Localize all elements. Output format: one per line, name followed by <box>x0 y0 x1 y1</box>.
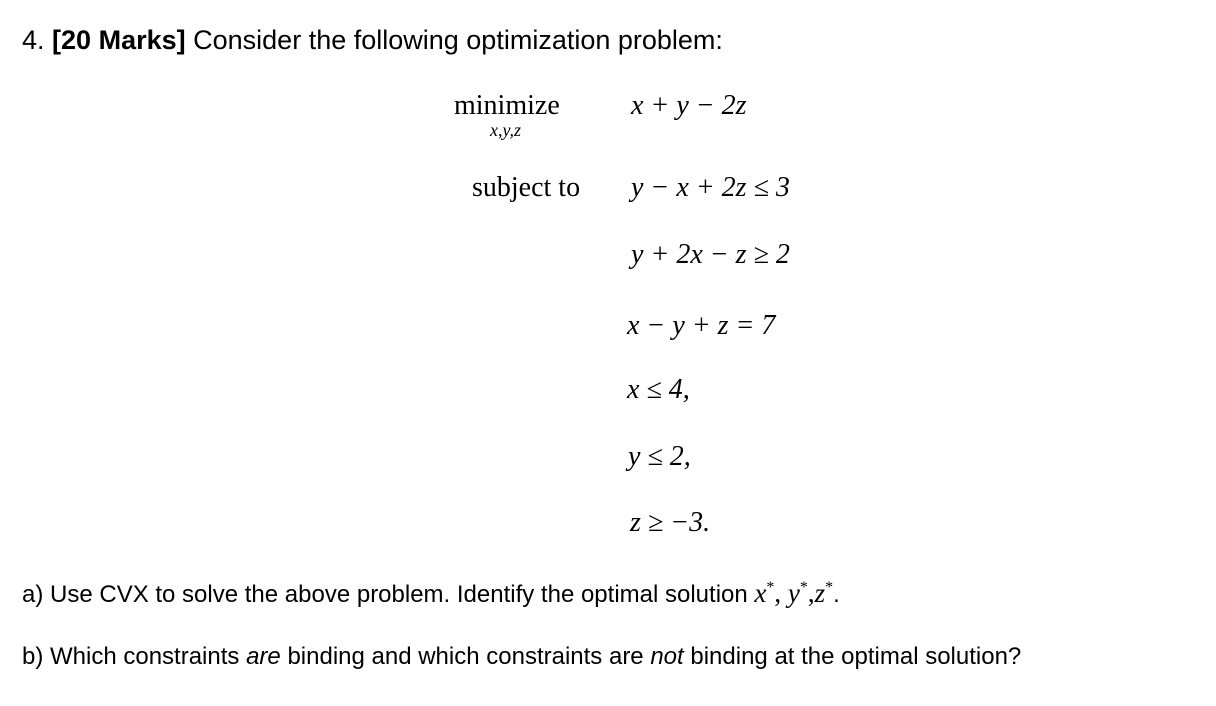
part-b <box>22 639 1021 675</box>
question-heading <box>22 20 723 60</box>
star-x: * <box>766 579 775 596</box>
part-b-text-2: binding and which constraints are <box>287 643 644 670</box>
part-a <box>22 570 840 613</box>
question-marks: [20 Marks] <box>52 25 186 55</box>
part-b-emph-are: are <box>246 643 281 670</box>
constraint-2: y + 2x − z ≥ 2 <box>631 239 790 270</box>
part-b-emph-not: not <box>650 643 684 670</box>
star-y: * <box>799 579 808 596</box>
minimize-variables: x,y,z <box>490 120 521 140</box>
var-y: y <box>787 578 800 608</box>
comma-1: , <box>774 578 782 608</box>
minimize-label: minimize <box>454 90 560 121</box>
star-z: * <box>825 579 834 596</box>
constraint-5: y ≤ 2, <box>628 441 691 472</box>
var-x: x <box>754 578 767 608</box>
subject-to-label: subject to <box>472 172 581 203</box>
question-prompt: Consider the following optimization problem: <box>193 25 723 55</box>
comma-2: , <box>807 578 815 608</box>
constraint-6: z ≥ −3. <box>630 507 711 538</box>
constraint-3: x − y + z = 7 <box>627 310 776 341</box>
part-a-text: a) Use CVX to solve the above problem. Identify the optimal solution <box>22 581 748 608</box>
part-b-text-3: binding at the optimal solution? <box>690 643 1022 670</box>
constraint-4: x ≤ 4, <box>627 374 690 405</box>
objective-expression: x + y − 2z <box>631 90 747 121</box>
constraint-1: y − x + 2z ≤ 3 <box>631 172 790 203</box>
question-number: 4. <box>22 25 45 55</box>
optimal-solution-vars <box>754 578 833 608</box>
part-a-period: . <box>833 581 840 608</box>
part-b-text-1: b) Which constraints <box>22 643 240 670</box>
var-z: z <box>814 578 826 608</box>
